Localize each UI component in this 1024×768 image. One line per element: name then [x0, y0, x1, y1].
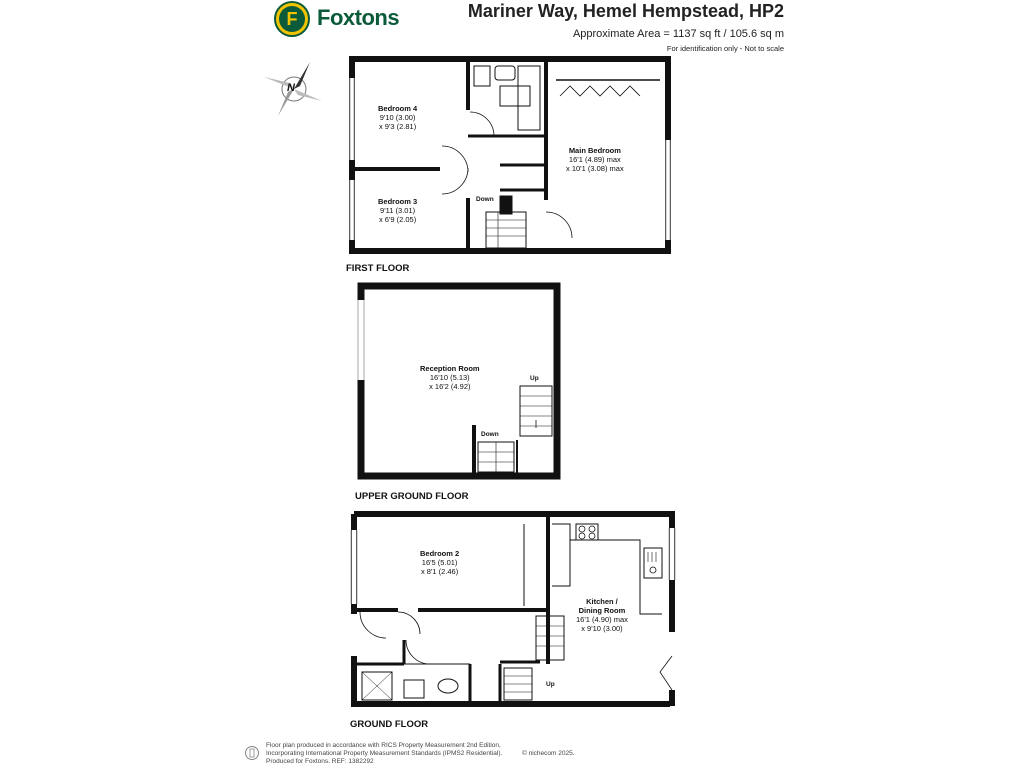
room-name: Main Bedroom: [568, 146, 621, 155]
stairs-up-label: Up: [546, 681, 555, 688]
brand-name: Foxtons: [317, 5, 400, 30]
first-floor-label: FIRST FLOOR: [346, 263, 410, 274]
footer-copyright: © nichecom 2025.: [522, 750, 575, 757]
footer-line: Incorporating International Property Measurement Standards (IPMS2 Residential).: [266, 750, 503, 757]
room-reception: [420, 364, 480, 391]
room-bedroom-3: [378, 197, 417, 224]
room-name: Bedroom 3: [378, 197, 418, 206]
room-size: 16'10 (5.13): [429, 373, 470, 382]
room-size: 16'1 (4.89) max: [568, 155, 621, 164]
room-main-bedroom: [566, 146, 624, 173]
room-name: Bedroom 2: [420, 549, 460, 558]
room-size: 9'10 (3.00): [379, 113, 416, 122]
room-name: Kitchen /: [586, 597, 618, 606]
room-bedroom-2: [420, 549, 459, 576]
room-size: 16'1 (4.90) max: [576, 615, 628, 624]
room-size: x 9'10 (3.00): [581, 624, 623, 633]
room-name: Dining Room: [578, 606, 626, 615]
upper-ground-floor-label: UPPER GROUND FLOOR: [355, 491, 469, 502]
room-size: x 16'2 (4.92): [429, 382, 471, 391]
approximate-area: Approximate Area = 1137 sq ft / 105.6 sq m: [572, 28, 784, 40]
room-size: x 10'1 (3.08) max: [566, 164, 624, 173]
room-size: 9'11 (3.01): [380, 206, 416, 215]
property-address: Mariner Way, Hemel Hempstead, HP2: [467, 1, 784, 21]
room-name: Bedroom 4: [378, 104, 418, 113]
stairs-down-label: Down: [476, 196, 494, 203]
room-size: x 6'9 (2.05): [378, 215, 417, 224]
room-size: 16'5 (5.01): [421, 558, 458, 567]
room-kitchen-dining: [576, 597, 628, 633]
stairs-down-label: Down: [481, 431, 499, 438]
disclaimer: For identification only - Not to scale: [666, 44, 784, 53]
footer-line: Produced for Foxtons. REF: 1382292: [266, 758, 374, 765]
logo-letter: F: [279, 6, 305, 32]
footer-line: Floor plan produced in accordance with RICS Property Measurement 2nd Edition,: [266, 742, 501, 749]
room-name: Reception Room: [420, 364, 480, 373]
ipms-icon: [245, 744, 259, 762]
ground-floor-label: GROUND FLOOR: [350, 719, 429, 730]
room-size: x 9'3 (2.81): [378, 122, 417, 131]
room-bedroom-4: [378, 104, 417, 131]
footer-notes: [266, 742, 502, 766]
compass-north-label: N: [287, 82, 295, 94]
room-size: x 8'1 (2.46): [420, 567, 459, 576]
stairs-up-label: Up: [530, 375, 539, 382]
